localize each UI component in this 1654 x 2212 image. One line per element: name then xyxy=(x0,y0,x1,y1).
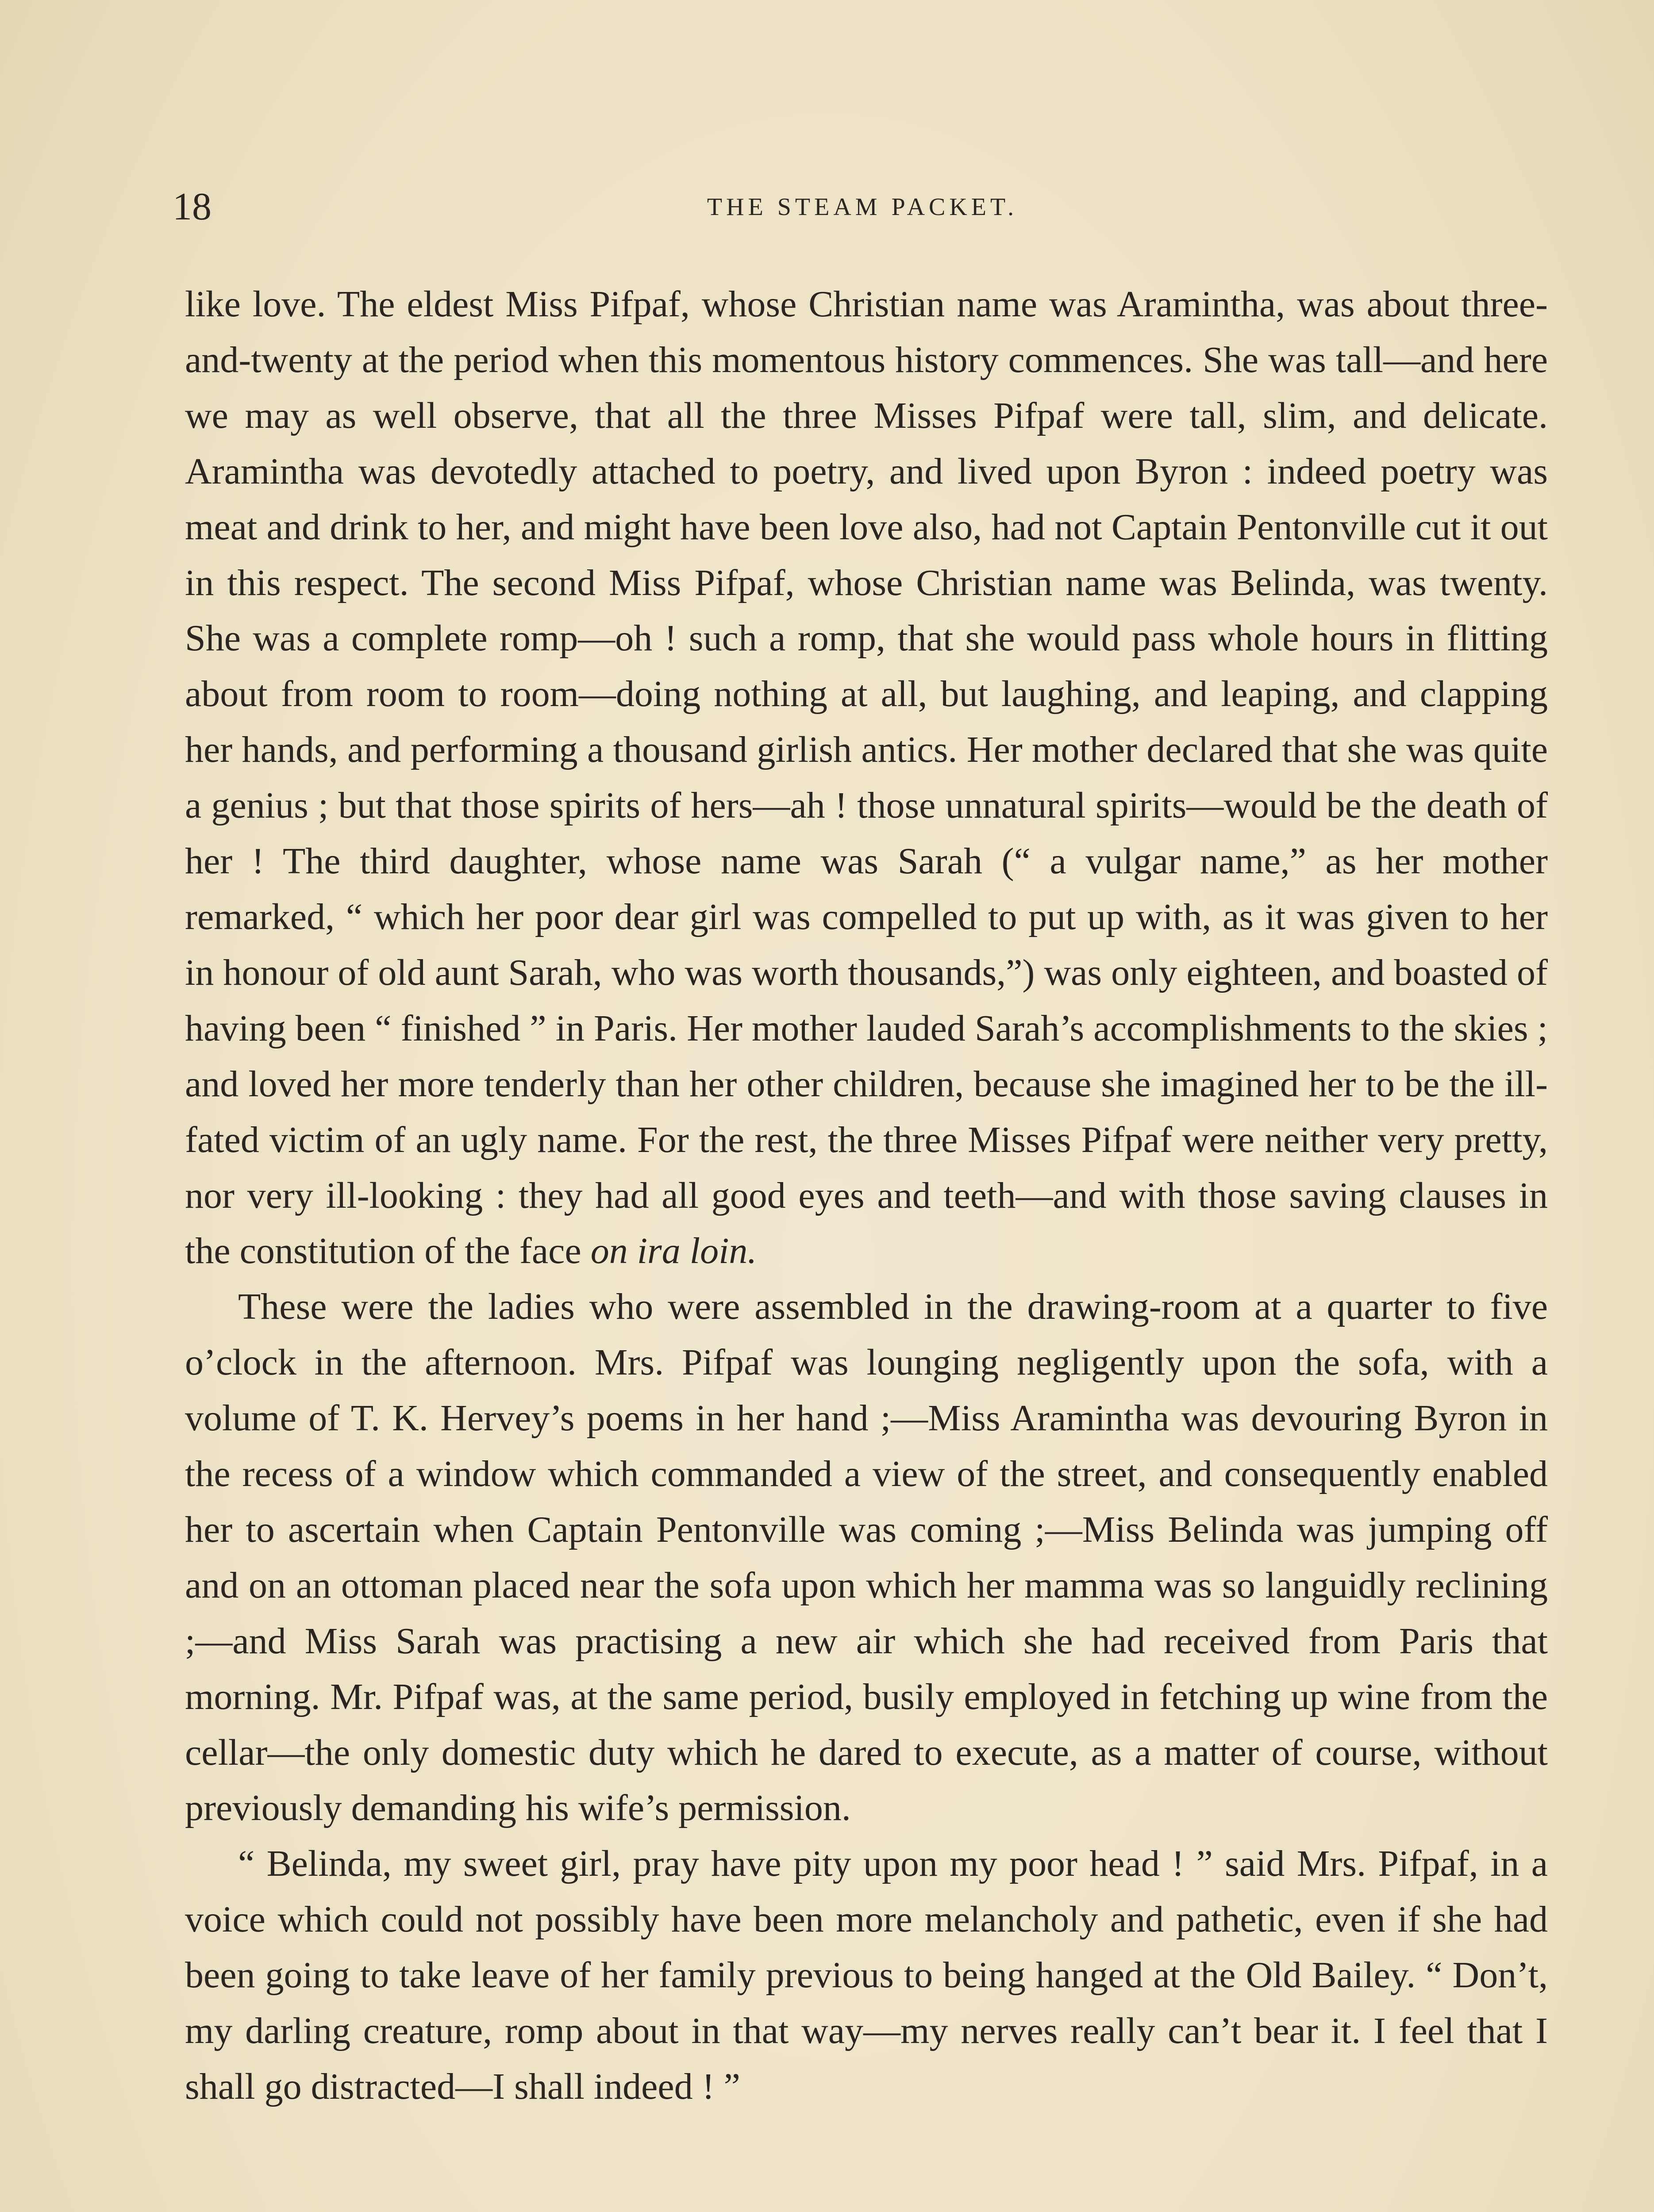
paragraph-3: “ Belinda, my sweet girl, pray have pity upon my poor head ! ” said Mrs. Pifpaf, in a voice which could not possibly have been more melancholy and pathetic, even if she had been going to take leave of her family previous to being hanged at the Old Bailey. “ Don’t, my darling creature, romp about in that way—my nerves really can’t bear it. I feel that I shall go distracted—I shall indeed ! ” xyxy=(185,1843,1548,2107)
page-header xyxy=(173,180,1552,234)
page-number: 18 xyxy=(173,185,212,228)
running-title: THE STEAM PACKET. xyxy=(707,193,1018,221)
paragraph-1 xyxy=(185,276,1548,1279)
paragraph-1-text: like love. The eldest Miss Pifpaf, whose Christian name was Aramintha, was about three-and-twenty at the period when this momentous history commences. She was tall—and here we may as well observe, that all the three Misses Pifpaf were tall, slim, and delicate. Aramintha was devotedly attached to poetry, and lived upon Byron : indeed poetry was meat and drink to her, and might have been love also, had not Captain Pentonville cut it out in this respect. The second Miss Pifpaf, whose Christian name was Belinda, was twenty. She was a complete romp—oh ! such a romp, that she would pass whole hours in flitting about from room to room—doing nothing at all, but laughing, and leaping, and clapping her hands, and performing a thousand girlish antics. Her mother declared that she was quite a genius ; but that those spirits of hers—ah ! those unnatural spirits—would be the death of her ! The third daughter, whose name was Sarah (“ a vulgar name,” as her mother remarked, “ which her poor dear girl was compelled to put up with, as it was given to her in honour of old aunt Sarah, who was worth thousands,”) was only eighteen, and boasted of having been “ finished ” in Paris. Her mother lauded Sarah’s accomplishments to the skies ; and loved her more tenderly than her other children, because she imagined her to be the ill-fated victim of an ugly name. For the rest, the three Misses Pifpaf were neither very pretty, nor very ill-looking : they had all good eyes and teeth—and with those saving clauses in the constitution of the face xyxy=(185,284,1548,1272)
paragraph-2: These were the ladies who were assembled in the drawing-room at a quarter to five o’clock in the afternoon. Mrs. Pifpaf was lounging negligently upon the sofa, with a volume of T. K. Hervey’s poems in her hand ;—Miss Aramintha was devouring Byron in the recess of a window which commanded a view of the street, and consequently enabled her to ascertain when Captain Pentonville was coming ;—Miss Belinda was jumping off and on an ottoman placed near the sofa upon which her mamma was so languidly reclining ;—and Miss Sarah was practising a new air which she had received from Paris that morning. Mr. Pifpaf was, at the same period, busily employed in fetching up wine from the cellar—the only domestic duty which he dared to execute, as a matter of course, without previously demanding his wife’s permission. xyxy=(185,1286,1548,1829)
body-text xyxy=(185,276,1548,2115)
paragraph-1-italic-phrase: on ira loin. xyxy=(590,1230,757,1272)
